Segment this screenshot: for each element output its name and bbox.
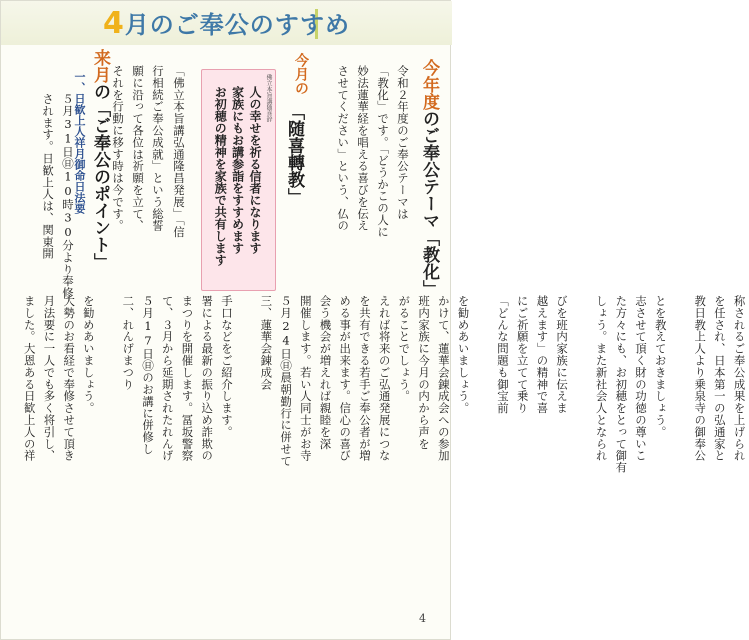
this-month-title: 「随喜轉教」 [284,103,304,205]
title-number: 4 [102,6,125,41]
next-month-heading-red: 来月 [90,49,110,83]
next-month-heading-rest: の「ご奉公のポイント」 [90,83,110,270]
pledge-box-header: 佛立本旨講随喜辞 [265,74,272,122]
pledge-box [201,69,276,291]
pledge-box-text: 人の幸せを祈る信者になります 家族にもお講参詣をすすめます お初穂の精神を家族で共有します [213,86,262,266]
this-month-label: 今月の [293,53,309,95]
next-month-subheading: 一、日歓上人祥月御命日法要 [73,71,86,214]
theme-heading-rest: のご奉公テーマ「教化」 [419,110,439,297]
page-title [1,5,452,41]
theme-body: 令和２年度のご奉公テーマは 「教化」です。「どうかこの人に 妙法蓮華経を唱える喜びを伝え させてください」という、仏の [336,65,410,238]
left-top-body: 「佛立本旨講弘通隆昌発展」「信 [172,65,186,238]
next-month-body: ５月31日㊐10時30分より奉修 されます。日歓上人は、関東開 [41,93,75,299]
bottom-body: 称されるご奉公成果を上げられ を任され、日本第一の弘通家と 教日教上人より乗泉寺の御奉公 とを教えておきましょう。 志させて頂く財の功徳の尊いこ た方々にも、お初穂をとって御有 しょう。また新社会人となられ びを班内家族に伝えま 越えます」の精神で喜 にご祈願を立てて乗り 「どんな問題も御宝前 を勧めあいましょう。 かけて、蓮華会錬成会への参加 班内家族に今月の内から声を がることでしょう。 えれば将来のご弘通発展につな を共有できる若手ご奉公者が増 める事が出来ます。信心の喜び 会う機会が増えれば親睦を深 開催します。若い人同士がお寺 ５月24日㊐晨朝勤行に併せて 三、蓮華会錬成会 手口などをご紹介します。 署による最新の振り込め詐欺の まつりを開催します。冨坂警察 て、３月から延期されたれんげ ５月17日㊐のお講に併修し 二、れんげまつり を勧めあいましょう。 大勢のお看経で奉修させて頂き 月法要に一人でも多く将引し、 ました。大恩ある日歓上人の祥 [22,295,747,474]
left-col-body: 行相続ご奉公成就」という総誓 願に沿って各位は祈願を立て、 それを行動に移す時は今です。 [111,65,165,232]
theme-heading-red: 今年度 [419,59,439,110]
theme-heading [413,59,443,297]
page-number: 4 [419,612,426,625]
title-text: 月のご奉公のすすめ [124,11,351,39]
